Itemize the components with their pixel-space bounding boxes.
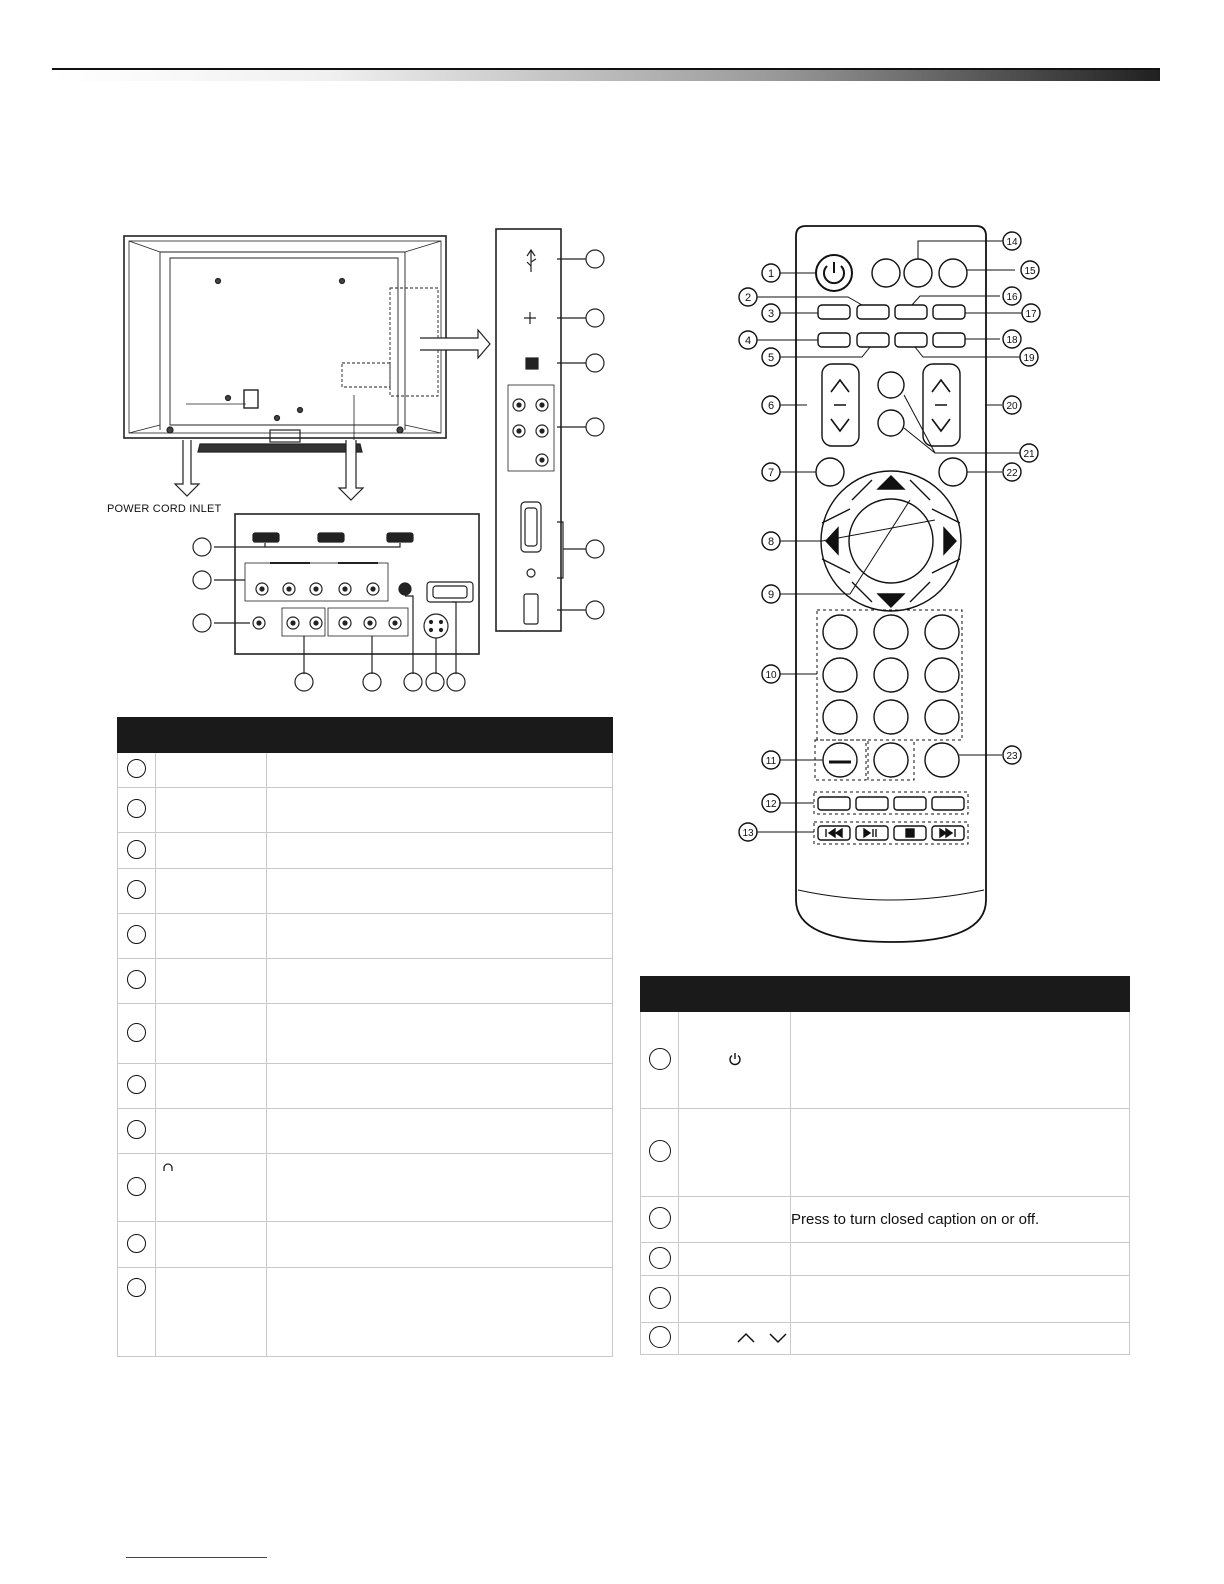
callout-circle <box>649 1247 671 1269</box>
power-icon <box>728 1052 742 1066</box>
callout-1: 1 <box>767 268 775 280</box>
row-desc <box>791 1323 1130 1355</box>
remote-buttons-table <box>640 976 1130 1355</box>
callout-circle <box>127 1120 146 1139</box>
callout-9: 9 <box>767 589 775 601</box>
callout-22: 22 <box>1006 468 1018 479</box>
table-row <box>118 1268 613 1357</box>
callout-11: 11 <box>765 756 777 767</box>
table-row <box>118 959 613 1004</box>
table-row <box>118 1109 613 1154</box>
callout-circle <box>127 1278 146 1297</box>
callout-4: 4 <box>744 335 752 347</box>
callout-circle <box>127 970 146 989</box>
row-desc <box>267 1064 613 1109</box>
callout-21: 21 <box>1023 449 1035 460</box>
callout-3: 3 <box>767 308 775 320</box>
row-name <box>679 1109 791 1197</box>
row-desc <box>267 959 613 1004</box>
row-name <box>679 1197 791 1243</box>
callout-19: 19 <box>1023 353 1035 364</box>
callout-7: 7 <box>767 467 775 479</box>
callout-15: 15 <box>1024 266 1036 277</box>
callout-18: 18 <box>1006 335 1018 346</box>
callout-13: 13 <box>742 828 754 839</box>
chevron-up-down-icons <box>708 1329 788 1345</box>
callout-23: 23 <box>1006 751 1018 762</box>
row-name <box>156 1268 267 1357</box>
row-desc <box>791 1109 1130 1197</box>
callout-14: 14 <box>1006 237 1018 248</box>
row-name <box>156 1109 267 1154</box>
callout-10: 10 <box>765 670 777 681</box>
callout-circle <box>649 1287 671 1309</box>
callout-circle <box>127 1177 146 1196</box>
row-name <box>156 1222 267 1268</box>
table-row <box>641 1197 1130 1243</box>
callout-20: 20 <box>1006 401 1018 412</box>
row-desc <box>791 1012 1130 1109</box>
table-row <box>641 1109 1130 1197</box>
table-row <box>118 1004 613 1064</box>
callout-8: 8 <box>767 536 775 548</box>
row-desc: Press to turn closed caption on or off. <box>791 1197 1130 1243</box>
callout-12: 12 <box>765 799 777 810</box>
row-name <box>156 959 267 1004</box>
callout-circle <box>649 1048 671 1070</box>
row-desc <box>267 1268 613 1357</box>
row-name <box>679 1276 791 1323</box>
callout-circle <box>127 1023 146 1042</box>
callout-16: 16 <box>1006 292 1018 303</box>
row-name <box>156 1064 267 1109</box>
row-name <box>679 1243 791 1276</box>
row-name <box>156 1004 267 1064</box>
callout-5: 5 <box>767 352 775 364</box>
callout-circle <box>649 1207 671 1229</box>
callout-circle <box>649 1140 671 1162</box>
table-header <box>641 977 1130 1012</box>
callout-circle <box>649 1326 671 1348</box>
table-row <box>118 1064 613 1109</box>
row-desc <box>267 1154 613 1222</box>
table-row <box>641 1323 1130 1355</box>
row-desc <box>267 1109 613 1154</box>
table-row <box>118 1222 613 1268</box>
row-desc <box>791 1243 1130 1276</box>
headphone-icon <box>162 1162 174 1174</box>
footer-link-underline[interactable] <box>126 1557 267 1558</box>
row-desc <box>267 1004 613 1064</box>
callout-circle <box>127 1075 146 1094</box>
table-row <box>641 1276 1130 1323</box>
callout-17: 17 <box>1025 309 1037 320</box>
callout-2: 2 <box>744 292 752 304</box>
callout-circle <box>127 1234 146 1253</box>
table-row <box>641 1243 1130 1276</box>
callout-6: 6 <box>767 400 775 412</box>
table-row <box>641 1012 1130 1109</box>
row-desc <box>267 1222 613 1268</box>
power-cord-inlet-label: POWER CORD INLET <box>107 503 222 515</box>
row-desc <box>791 1276 1130 1323</box>
table-row <box>118 1154 613 1222</box>
